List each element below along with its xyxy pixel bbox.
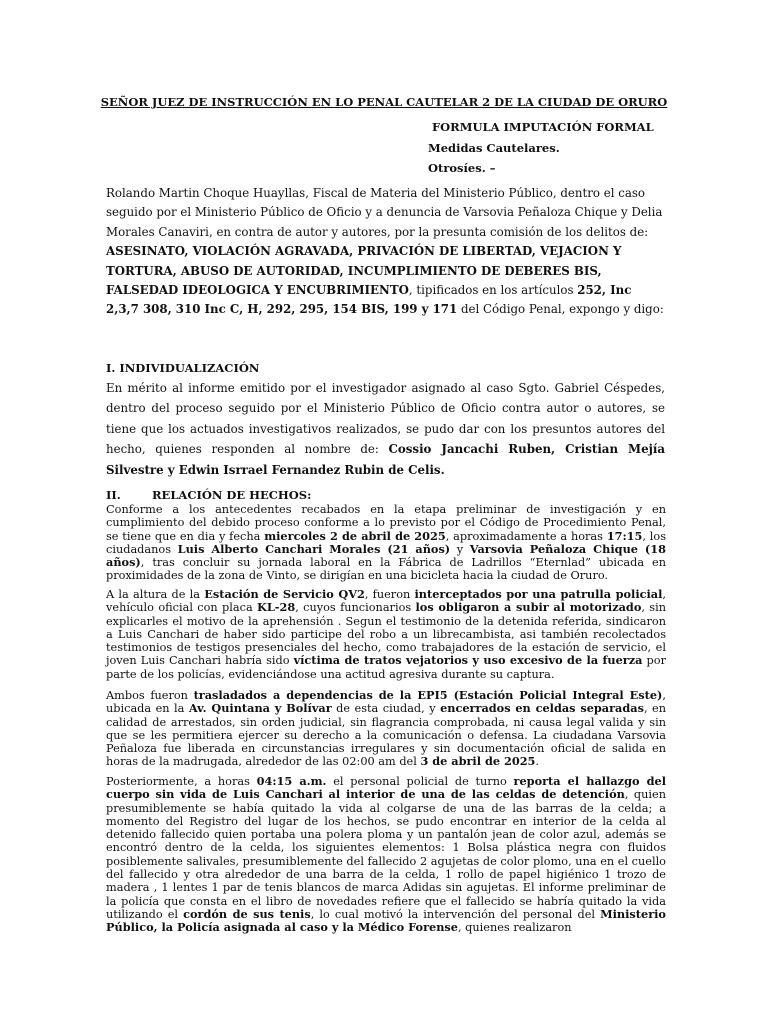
facts-paragraph-1	[106, 503, 666, 583]
intro-articles: 252, Inc 2,3,7 308, 310 Inc C, H, 292, 295, 154 BIS, 199 y 171	[106, 283, 632, 317]
text-run: , sin explicarles el motivo de la aprehensión . Segun el testimonio de la detenida referida, sindicaron a Luis Canchari de haber sido participe del robo a un librecambista, asi también recolectados testimonios de testigos presenciales del hecho, como trabajadores de la estación de servicio, el joven Luis Canchari habría sido	[106, 601, 666, 668]
section1-text: En mérito al informe emitido por el investigador asignado al caso Sgto. Gabriel Céspedes, dentro del proceso seguido por el Ministerio Público de Oficio contra autor o autores, se tiene que los actuados investigativos realizados, se pudo dar con los presuntos autores del hecho, quienes responden al nombre de:	[106, 381, 665, 457]
text-run: , aproximadamente a horas	[445, 529, 607, 543]
text-run: , quienes realizaron	[457, 921, 572, 935]
text-run: Conforme a los antecedentes recabados en la etapa preliminar de investigación y en cumplimiento del debido proceso conforme a lo previsto por el Código de Procedimiento Penal, se tiene que en dia y fecha	[106, 503, 666, 543]
bold-run: Av. Quintana y Bolívar	[188, 701, 332, 716]
bold-run: Estación de Servicio QV2	[204, 587, 365, 601]
section1-names: Cossio Jancachi Ruben, Cristian Mejía Silvestre y Edwin Isrrael Fernandez Rubin de Celis.	[106, 442, 665, 477]
bold-run: KL-28	[257, 600, 296, 615]
text-run: , ubicada en la	[106, 689, 666, 716]
bold-run: 17:15	[606, 528, 643, 543]
section2-number: II.	[106, 488, 121, 502]
heading-medidas: Medidas Cautelares.	[428, 141, 560, 155]
text-run: , lo cual motivó la intervención del personal del	[310, 907, 601, 921]
text-run: Posteriormente, a horas	[106, 775, 257, 788]
bold-run: 04:15 a.m.	[256, 774, 327, 788]
facts-paragraph-3	[106, 689, 666, 769]
facts-paragraph-4	[106, 775, 666, 935]
text-run: , en calidad de arrestados, sin orden judicial, sin flagrancia comprobada, ni causa legal valida y sin que se les permitiera ejercer su derecho a la comunicación o defensa. La ciudadana Varsovia Peñaloza fue liberada en circunstancias irregulares y sin documentación oficial de salida en horas de la madrugada, alrededor de las 02:00 am del	[106, 702, 666, 769]
bold-run: reporta el hallazgo del cuerpo sin vida de Luis Canchari al interior de una de las celdas de detención	[106, 774, 666, 802]
section2-title: RELACIÓN DE HECHOS:	[152, 488, 312, 502]
text-run: , fueron	[364, 588, 415, 601]
text-run: A la altura de la	[106, 588, 205, 601]
intro-paragraph	[106, 184, 666, 320]
bold-run: Ministerio Público, la Policía asignada al caso y la Médico Forense	[106, 906, 666, 935]
text-run: , tras concluir su jornada laboral en la Fábrica de Ladrillos “Eternlad” ubicada en proximidades de la zona de Vinto, se dirigían en una bicicleta hacia la ciudad de Oruro.	[106, 556, 666, 583]
bold-run: Luis Alberto Canchari Morales (21 años)	[177, 541, 451, 556]
text-run: , quien presumiblemente se había quitado la vida al colgarse de una de las barras de la celda; a momento del Registro del lugar de los hechos, se pudo encontrar en interior de la celda al detenido fallecido quien portaba una polera ploma y un pantalón jean de color azul, además se encontró dentro de la celda, los siguientes elementos: 1 Bolsa plástica negra con fluidos posiblemente salivales, presumiblemente del fallecido 2 agujetas de color plomo, una en el cuello del fallecido y otra alrededor de una barra de la celda, 1 rollo de papel higiénico 1 trozo de madera , 1 lentes 1 par de tenis blancos de marca Adidas sin agujetas. El informe preliminar de la policía que consta en el libro de novedades refiere que el fallecido se habría quitado la vida utilizando el	[106, 788, 667, 921]
bold-run: Varsovia Peñaloza Chique (18 años)	[106, 541, 666, 570]
intro-text-3: del Código Penal, expongo y digo:	[457, 302, 664, 317]
text-run: y	[450, 542, 470, 556]
bold-run: 3 de abril de 2025	[420, 754, 536, 769]
bold-run: interceptados por una patrulla policial	[414, 587, 663, 601]
text-run: por parte de los policías, evidenciándose una actitud agresiva durante su captura.	[106, 654, 666, 681]
bold-run: miercoles 2 de abril de 2025	[264, 528, 446, 543]
document-title: SEÑOR JUEZ DE INSTRUCCIÓN EN LO PENAL CAUTELAR 2 DE LA CIUDAD DE ORURO	[100, 95, 668, 109]
text-run: Ambos fueron	[106, 689, 194, 702]
section1-heading: I. INDIVIDUALIZACIÓN	[106, 361, 260, 375]
section2-heading	[106, 488, 311, 502]
text-run: , cuyos funcionarios	[295, 601, 416, 615]
bold-run: trasladados a dependencias de la EPI5 (Estación Policial Integral Este)	[193, 688, 663, 702]
text-run: , vehículo oficial con placa	[106, 588, 667, 615]
heading-otrosies: Otrosíes. –	[428, 161, 496, 175]
intro-text-2: , tipificados en los artículos	[408, 283, 578, 298]
intro-text-1: Rolando Martin Choque Huayllas, Fiscal de Materia del Ministerio Público, dentro el caso seguido por el Ministerio Público de Oficio y a denuncia de Varsovia Peñaloza Chique y Delia Morales Canaviri, en contra de autor y autores, por la presunta comisión de los delitos de:	[106, 186, 663, 239]
text-run: el personal policial de turno	[326, 775, 514, 788]
text-run: .	[535, 755, 540, 769]
intro-crimes: ASESINATO, VIOLACIÓN AGRAVADA, PRIVACIÓN DE LIBERTAD, VEJACION Y TORTURA, ABUSO DE AUTORIDAD, INCUMPLIMIENTO DE DEBERES BIS, FALSEDAD IDEOLOGICA Y ENCUBRIMIENTO	[106, 244, 622, 298]
section1-paragraph	[106, 378, 665, 480]
bold-run: encerrados en celdas separadas	[440, 701, 644, 716]
facts-paragraph-2	[106, 588, 666, 681]
text-run: de esta ciudad, y	[331, 702, 441, 716]
heading-formula: FORMULA IMPUTACIÓN FORMAL	[432, 120, 654, 134]
text-run: , los ciudadanos	[106, 529, 666, 556]
bold-run: víctima de tratos vejatorios y uso excesivo de la fuerza	[293, 653, 643, 668]
bold-run: cordón de sus tenis	[183, 906, 311, 921]
bold-run: los obligaron a subir al motorizado	[415, 600, 642, 615]
